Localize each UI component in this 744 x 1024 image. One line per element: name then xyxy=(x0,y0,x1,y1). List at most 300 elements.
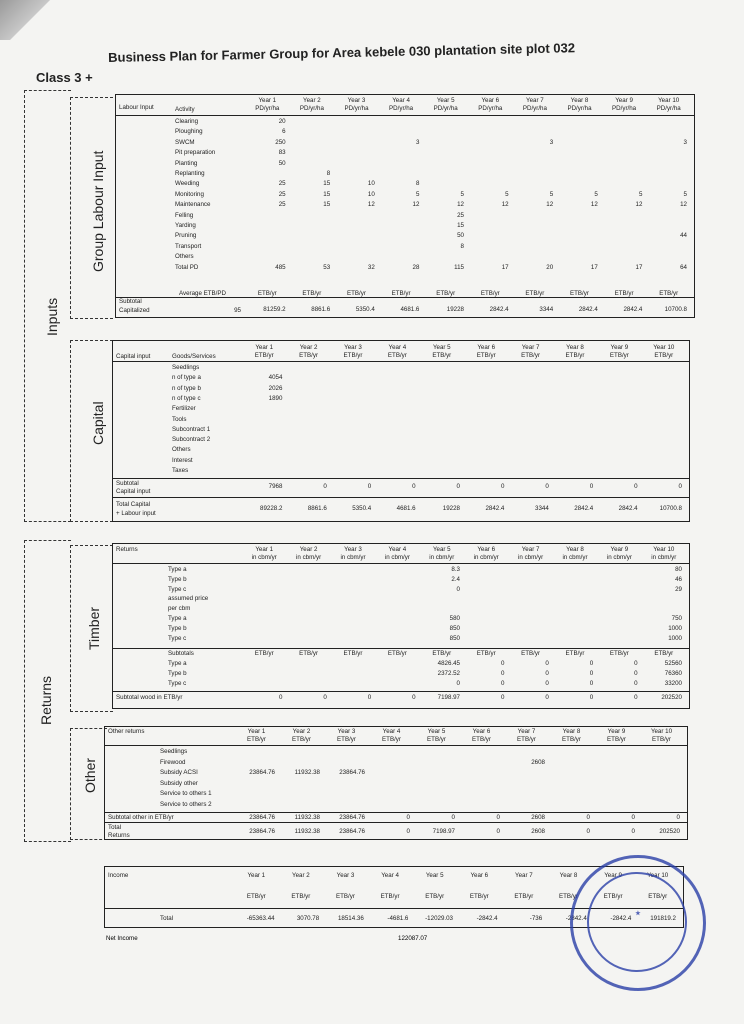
timber-returns-table xyxy=(112,543,690,709)
document-title: Business Plan for Farmer Group for Area kebele 030 plantation site plot 032 xyxy=(108,40,576,65)
group-labour-label: Group Labour Input xyxy=(90,150,106,272)
column-unit: ETB/yr xyxy=(432,352,452,359)
table-cell: 485 xyxy=(275,263,286,271)
other-label: Other xyxy=(82,757,98,793)
column-unit: PD/yr/ha xyxy=(478,105,503,112)
column-header: Year 1 xyxy=(255,546,274,553)
row-label: Yarding xyxy=(175,222,196,229)
etb-unit: ETB/yr xyxy=(254,650,274,657)
table-cell: 3 xyxy=(415,138,420,146)
table-cell: 7198.97 xyxy=(437,694,460,701)
table-cell: 5 xyxy=(638,190,643,198)
subtotal-label: Subtotal other in ETB/yr xyxy=(108,814,174,821)
row-label: Planting xyxy=(175,159,198,167)
table-cell: 10700.8 xyxy=(659,505,682,512)
table-cell: 12 xyxy=(457,201,464,209)
etb-unit: ETB/yr xyxy=(521,650,541,657)
etb-unit: ETB/yr xyxy=(469,893,489,900)
row-label: Transport xyxy=(175,242,202,250)
table-cell: 0 xyxy=(545,670,549,677)
table-cell: 0 xyxy=(496,814,500,821)
table-cell: 25 xyxy=(457,211,464,219)
table-cell: 250 xyxy=(275,138,286,146)
column-unit: in cbm/yr xyxy=(562,554,588,561)
table-cell: 8861.6 xyxy=(311,306,331,313)
row-label: per cbm xyxy=(168,605,191,613)
table-cell: 0 xyxy=(323,694,327,701)
table-cell: 2842.4 xyxy=(623,306,643,313)
table-cell: 4681.6 xyxy=(400,306,420,313)
table-cell: 2608 xyxy=(531,758,545,766)
folded-corner xyxy=(0,0,70,40)
table-cell: 750 xyxy=(671,615,682,622)
table-cell: 8 xyxy=(415,180,420,188)
column-header: Year 8 xyxy=(559,872,578,879)
table-cell: 15 xyxy=(323,201,331,209)
row-label: Others xyxy=(172,446,191,454)
table-cell: 50 xyxy=(278,159,286,167)
table-cell: 10 xyxy=(367,190,375,198)
row-label: Type c xyxy=(168,634,187,642)
column-unit: ETB/yr xyxy=(562,736,581,743)
table-cell: -736 xyxy=(529,915,543,922)
table-head-left: Income xyxy=(108,872,129,879)
etb-unit: ETB/yr xyxy=(302,290,322,297)
total-label: Total xyxy=(160,915,174,922)
column-unit: ETB/yr xyxy=(337,736,356,743)
column-header: Year 10 xyxy=(653,546,675,553)
column-header: Year 7 xyxy=(521,344,540,351)
column-header: Year 4 xyxy=(382,728,401,735)
table-cell: 2608 xyxy=(531,814,545,821)
row-label: Type b xyxy=(168,575,187,583)
table-cell: 12 xyxy=(412,201,420,209)
table-cell: 52560 xyxy=(664,660,682,667)
table-cell: 580 xyxy=(449,615,460,622)
labour-input-table xyxy=(115,94,695,318)
row-label: Replanting xyxy=(175,170,205,177)
table-cell: 0 xyxy=(545,483,549,490)
table-cell: 0 xyxy=(589,483,594,490)
capital-label: Capital xyxy=(90,401,106,445)
subtotal-label-2: Capitalized xyxy=(119,307,150,314)
etb-unit: ETB/yr xyxy=(659,290,679,297)
table-cell: 0 xyxy=(406,828,410,835)
column-header: Year 8 xyxy=(566,546,584,553)
row-label: Type a xyxy=(168,615,187,622)
row-label: Taxes xyxy=(172,467,189,474)
table-cell: 2842.4 xyxy=(578,306,598,313)
rule xyxy=(112,497,690,498)
row-label: Seedlings xyxy=(172,364,200,371)
column-header: Year 7 xyxy=(526,97,544,104)
rule xyxy=(115,297,695,298)
table-cell: 23864.76 xyxy=(249,769,275,776)
table-head-left: Returns xyxy=(116,546,138,553)
table-cell: 2842.4 xyxy=(485,505,505,512)
etb-unit: ETB/yr xyxy=(525,290,545,297)
returns-label: Returns xyxy=(38,675,54,725)
table-cell: 5 xyxy=(594,190,598,198)
column-header: Year 1 xyxy=(258,97,277,104)
table-cell: 1000 xyxy=(668,634,682,642)
column-header: Year 7 xyxy=(515,872,533,879)
table-cell: 23864.76 xyxy=(249,828,275,835)
column-header: Year 4 xyxy=(388,546,407,553)
row-label: Pruning xyxy=(175,232,197,240)
row-label: Type b xyxy=(168,624,187,632)
table-cell: 0 xyxy=(545,680,549,687)
rule xyxy=(104,822,688,823)
table-cell: 0 xyxy=(634,660,638,667)
row-label: Firewood xyxy=(160,758,186,766)
table-cell: 8861.6 xyxy=(307,505,327,512)
table-cell: 0 xyxy=(278,694,283,701)
table-cell: 0 xyxy=(634,680,638,687)
table-cell: 191819.2 xyxy=(650,915,676,922)
column-unit: ETB/yr xyxy=(472,736,491,743)
table-cell: 2608 xyxy=(531,828,545,835)
row-label: Weeding xyxy=(175,180,200,188)
column-header: Year 5 xyxy=(432,546,451,553)
column-header: Year 6 xyxy=(470,872,489,879)
column-header: Year 6 xyxy=(477,546,496,553)
table-cell: 5 xyxy=(683,190,687,198)
etb-unit: ETB/yr xyxy=(343,650,363,657)
column-header: Year 9 xyxy=(610,344,629,351)
etb-unit: ETB/yr xyxy=(347,290,366,297)
column-unit: PD/yr/ha xyxy=(567,105,592,112)
table-cell: 20 xyxy=(278,118,286,125)
table-cell: 12 xyxy=(367,201,375,209)
etb-unit: ETB/yr xyxy=(436,290,456,297)
column-header: Year 4 xyxy=(381,872,399,879)
table-cell: 53 xyxy=(323,263,331,271)
column-header: Year 2 xyxy=(299,546,318,553)
row-label: Tools xyxy=(172,415,187,423)
table-cell: 202520 xyxy=(659,828,680,835)
row-label: Interest xyxy=(172,456,193,464)
official-stamp: ★ xyxy=(570,855,706,991)
table-cell: 5350.4 xyxy=(352,505,372,512)
table-cell: 0 xyxy=(631,828,635,835)
etb-unit: ETB/yr xyxy=(654,650,674,657)
table-cell: 6 xyxy=(282,128,286,136)
row-label: Subsidy ACSI xyxy=(160,769,198,776)
table-cell: 2842.4 xyxy=(618,505,638,512)
column-unit: PD/yr/ha xyxy=(255,105,280,112)
net-income-label: Net Income xyxy=(106,935,138,942)
table-cell: 3070.78 xyxy=(296,915,320,922)
row-label: Service to others 1 xyxy=(160,790,212,797)
column-header: Year 1 xyxy=(247,728,266,735)
table-cell: 2.4 xyxy=(451,575,460,583)
rule xyxy=(112,691,690,692)
table-cell: 0 xyxy=(406,814,410,821)
table-cell: 8 xyxy=(460,242,464,250)
etb-unit: ETB/yr xyxy=(432,650,452,657)
avg-value: 95 xyxy=(234,307,241,314)
row-label: Clearing xyxy=(175,118,199,125)
column-unit: ETB/yr xyxy=(565,352,585,359)
row-label: Seedlings xyxy=(160,748,188,755)
table-cell: 0 xyxy=(589,660,594,667)
table-cell: 17 xyxy=(590,263,598,271)
column-header: Year 1 xyxy=(255,344,274,351)
row-label: Type c xyxy=(168,585,187,593)
table-cell: 0 xyxy=(676,814,680,821)
etb-unit: ETB/yr xyxy=(246,893,266,900)
column-unit: PD/yr/ha xyxy=(344,105,369,112)
table-cell: 0 xyxy=(496,828,500,835)
column-header: Year 10 xyxy=(653,344,675,351)
row-label: Others xyxy=(175,253,194,261)
row-label: n of type c xyxy=(172,394,201,402)
net-income-value: 122087.07 xyxy=(398,935,428,942)
table-cell: 0 xyxy=(367,694,372,701)
table-cell: 17 xyxy=(635,263,643,271)
table-cell: 46 xyxy=(675,575,682,583)
table-cell: 1000 xyxy=(668,624,682,632)
etb-unit: ETB/yr xyxy=(425,893,445,900)
table-cell: 5350.4 xyxy=(355,306,375,313)
table-cell: -2842.4 xyxy=(476,915,498,922)
table-cell: 50 xyxy=(457,232,464,240)
row-label: Fertilizer xyxy=(172,405,196,413)
table-cell: 115 xyxy=(454,263,464,271)
row-label: Subcontract 1 xyxy=(172,425,211,433)
table-cell: 15 xyxy=(323,190,331,198)
table-cell: 5 xyxy=(505,190,509,198)
table-cell: 0 xyxy=(500,483,505,490)
table-cell: 83 xyxy=(278,149,286,157)
column-header: Year 8 xyxy=(570,97,589,104)
row-label: Type a xyxy=(168,660,187,667)
table-head-left: Other returns xyxy=(108,728,145,735)
table-cell: 10 xyxy=(367,180,375,188)
column-header: Year 5 xyxy=(432,344,451,351)
table-cell: 2372.52 xyxy=(437,670,460,677)
etb-unit: ETB/yr xyxy=(387,650,407,657)
table-cell: 0 xyxy=(586,828,590,835)
table-cell: 0 xyxy=(500,694,505,701)
class-label: Class 3 + xyxy=(36,70,93,85)
column-unit: PD/yr/ha xyxy=(389,105,414,112)
column-unit: in cbm/yr xyxy=(429,554,455,561)
row-label: Pit preparation xyxy=(175,149,216,157)
column-header: Year 3 xyxy=(336,872,355,879)
table-head-left: Labour Input xyxy=(119,104,154,111)
table-cell: 44 xyxy=(680,232,687,240)
etb-unit: ETB/yr xyxy=(514,893,534,900)
column-unit: ETB/yr xyxy=(343,352,363,359)
row-label: Type b xyxy=(168,670,187,677)
column-unit: ETB/yr xyxy=(654,352,674,359)
table-cell: 4681.6 xyxy=(396,505,416,512)
table-cell: -65363.44 xyxy=(246,915,275,922)
table-head-goods: Goods/Services xyxy=(172,353,216,360)
column-header: Year 4 xyxy=(388,344,407,351)
table-cell: 0 xyxy=(451,814,455,821)
column-header: Year 9 xyxy=(604,872,622,879)
table-cell: 10700.8 xyxy=(664,306,687,313)
table-cell: 5 xyxy=(415,190,420,198)
table-cell: 11932.38 xyxy=(294,814,320,821)
column-header: Year 8 xyxy=(566,344,584,351)
table-cell: 0 xyxy=(323,483,327,490)
column-unit: ETB/yr xyxy=(517,736,536,743)
etb-unit: ETB/yr xyxy=(336,893,355,900)
subtotal-label: Subtotal xyxy=(119,298,142,305)
table-cell: 19228 xyxy=(442,505,460,512)
table-cell: 850 xyxy=(449,634,460,642)
table-cell: 5 xyxy=(460,190,464,198)
total-label-2: + Labour input xyxy=(116,510,156,517)
table-cell: 0 xyxy=(545,694,549,701)
table-cell: 0 xyxy=(500,660,505,667)
capital-input-table xyxy=(112,340,690,522)
table-cell: -4681.6 xyxy=(387,915,409,922)
table-cell: 3344 xyxy=(539,306,554,313)
table-cell: 0 xyxy=(678,483,682,490)
table-cell: 64 xyxy=(680,263,687,271)
table-head-left: Capital input xyxy=(116,353,151,360)
table-cell: 0 xyxy=(456,680,460,687)
etb-unit: ETB/yr xyxy=(603,893,623,900)
table-cell: 29 xyxy=(675,585,682,593)
table-cell: 19228 xyxy=(446,306,464,313)
table-cell: 4054 xyxy=(268,374,283,382)
table-cell: 12 xyxy=(501,201,509,209)
etb-unit: ETB/yr xyxy=(380,893,400,900)
table-cell: 17 xyxy=(501,263,509,271)
etb-unit: ETB/yr xyxy=(480,290,500,297)
table-cell: 0 xyxy=(412,694,416,701)
column-unit: in cbm/yr xyxy=(606,554,632,561)
column-unit: PD/yr/ha xyxy=(522,105,547,112)
column-header: Year 3 xyxy=(344,344,362,351)
table-cell: 0 xyxy=(634,483,638,490)
column-unit: in cbm/yr xyxy=(296,554,322,561)
column-unit: ETB/yr xyxy=(254,352,274,359)
table-cell: 4826.45 xyxy=(437,660,460,667)
table-cell: -2842.4 xyxy=(610,915,632,922)
total-label: Total Capital xyxy=(116,501,151,508)
column-unit: ETB/yr xyxy=(609,352,629,359)
column-header: Year 2 xyxy=(292,728,311,735)
table-cell: 0 xyxy=(456,585,460,593)
row-label: Total PD xyxy=(175,263,199,271)
row-label: Type c xyxy=(168,680,187,687)
column-unit: ETB/yr xyxy=(652,736,671,743)
table-cell: 76360 xyxy=(664,670,682,677)
column-header: Year 5 xyxy=(425,872,444,879)
total-label-2: Returns xyxy=(108,832,130,839)
etb-unit: ETB/yr xyxy=(257,290,277,297)
table-cell: 20 xyxy=(546,263,554,271)
table-cell: 7198.97 xyxy=(432,828,455,835)
table-cell: 32 xyxy=(367,263,375,271)
subtotal-label-2: Capital input xyxy=(116,488,151,495)
column-header: Year 6 xyxy=(477,344,496,351)
column-header: Year 9 xyxy=(607,728,626,735)
column-unit: ETB/yr xyxy=(476,352,496,359)
row-label: Type a xyxy=(168,566,187,573)
table-cell: 12 xyxy=(635,201,643,209)
table-cell: 1890 xyxy=(268,394,283,402)
table-cell: 23864.76 xyxy=(339,828,365,835)
column-unit: ETB/yr xyxy=(247,736,266,743)
table-cell: 3344 xyxy=(535,505,549,512)
row-label: Subsidy other xyxy=(160,779,198,787)
column-unit: in cbm/yr xyxy=(340,554,366,561)
table-cell: 0 xyxy=(589,670,594,677)
table-cell: 0 xyxy=(500,670,505,677)
column-unit: in cbm/yr xyxy=(651,554,677,561)
column-header: Year 2 xyxy=(292,872,310,879)
table-cell: 2842.4 xyxy=(489,306,509,313)
rule xyxy=(104,745,688,746)
column-header: Year 2 xyxy=(303,97,321,104)
table-cell: 89228.2 xyxy=(260,505,283,512)
table-cell: 7968 xyxy=(268,483,283,490)
column-unit: PD/yr/ha xyxy=(656,105,681,112)
column-header: Year 10 xyxy=(658,97,680,104)
column-header: Year 10 xyxy=(647,872,669,879)
etb-unit: ETB/yr xyxy=(609,650,629,657)
row-label: Ploughing xyxy=(175,128,203,136)
table-cell: 3 xyxy=(683,138,687,146)
etb-unit: ETB/yr xyxy=(299,650,319,657)
column-header: Year 2 xyxy=(299,344,318,351)
row-label: n of type a xyxy=(172,374,201,382)
table-cell: 11932.38 xyxy=(294,828,320,835)
column-header: Year 9 xyxy=(615,97,633,104)
row-label: SWCM xyxy=(175,138,195,146)
column-header: Year 7 xyxy=(517,728,536,735)
table-cell: 12 xyxy=(680,201,687,209)
subtotal-wood-label: Subtotal wood in ETB/yr xyxy=(116,694,183,701)
column-header: Year 4 xyxy=(392,97,410,104)
column-unit: ETB/yr xyxy=(299,352,319,359)
table-cell: 18514.36 xyxy=(337,915,364,922)
row-label: Felling xyxy=(175,211,194,219)
table-head-activity: Activity xyxy=(175,106,195,113)
timber-label: Timber xyxy=(86,606,102,650)
column-unit: PD/yr/ha xyxy=(299,105,324,112)
table-cell: 12 xyxy=(590,201,598,209)
etb-unit: ETB/yr xyxy=(476,650,496,657)
table-cell: 3 xyxy=(549,138,554,146)
column-header: Year 7 xyxy=(521,546,540,553)
rule xyxy=(112,478,690,479)
row-label: Subcontract 2 xyxy=(172,436,211,444)
rule xyxy=(112,361,690,362)
column-header: Year 9 xyxy=(610,546,629,553)
table-cell: 202520 xyxy=(661,694,682,701)
table-cell: 2026 xyxy=(268,384,283,392)
table-cell: 0 xyxy=(412,483,416,490)
table-cell: 5 xyxy=(549,190,554,198)
column-unit: ETB/yr xyxy=(292,736,311,743)
column-unit: in cbm/yr xyxy=(473,554,499,561)
other-returns-table xyxy=(104,726,688,840)
column-header: Year 3 xyxy=(337,728,356,735)
column-unit: in cbm/yr xyxy=(384,554,410,561)
row-label: assumed price xyxy=(168,595,209,603)
column-header: Year 6 xyxy=(472,728,491,735)
column-unit: ETB/yr xyxy=(382,736,401,743)
